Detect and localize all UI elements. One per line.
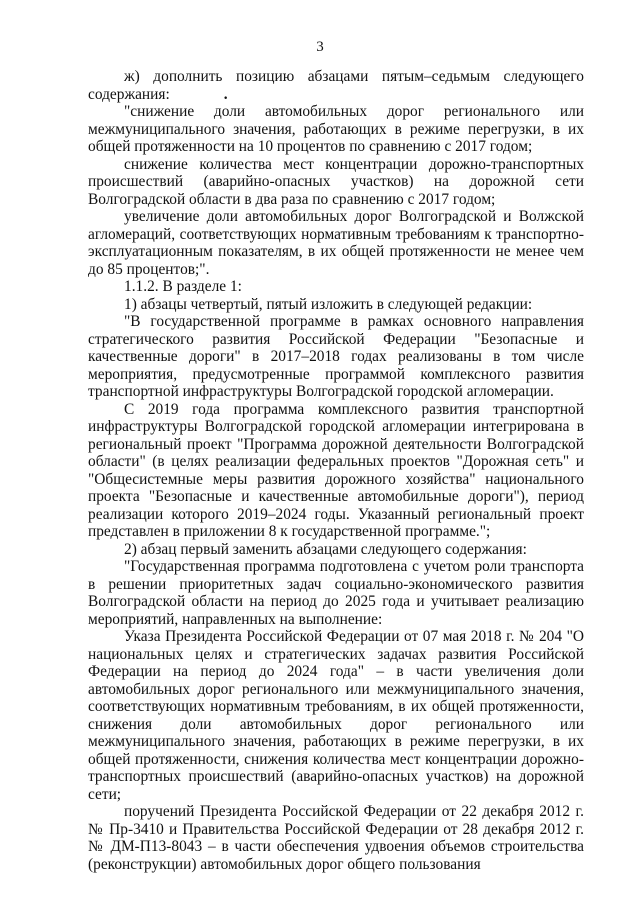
document-body — [88, 68, 584, 873]
paragraph: С 2019 года программа комплексного развития транспортной инфраструктуры Волгоградской городской агломерации интегрирована в региональный проект "Программа дорожной деятельности Волгоградской области" (в целях реализации федеральных проектов "Дорожная сеть" и "Общесистемные меры развития дорожного хозяйства" национального проекта "Безопасные и качественные автомобильные дороги"), период реализации которого 2019–2024 годы. Указанный региональный проект представлен в приложении 8 к государственной программе."; — [88, 400, 584, 540]
page-number: 3 — [316, 39, 324, 55]
paragraph-text: ж) дополнить позицию абзацами пятым–седьмым следующего содержания: — [88, 68, 584, 103]
paragraph: 1) абзацы четвертый, пятый изложить в следующей редакции: — [124, 295, 533, 313]
paragraph: поручений Президента Российской Федерации от 22 декабря 2012 г. № Пр-3410 и Правительства Российской Федерации от 28 декабря 2012 г. № ДМ-П13-8043 – в части обеспечения удвоения объемов строительства (реконструкции) автомобильных дорог общего пользования — [88, 803, 584, 873]
paragraph: увеличение доли автомобильных дорог Волгоградской и Волжской агломераций, соответствующих нормативным требованиям к транспортно-эксплуатационным показателям, в их общей протяженности не менее чем до 85 процентов;". — [88, 208, 584, 278]
paragraph: "снижение доли автомобильных дорог регионального или межмуниципального значения, работающих в режиме перегрузки, в их общей протяженности на 10 процентов по сравнению с 2017 годом; — [88, 103, 584, 155]
paragraph: 2) абзац первый заменить абзацами следующего содержания: — [124, 540, 527, 558]
section-heading: 1.1.2. В разделе 1: — [124, 278, 242, 295]
paragraph: "Государственная программа подготовлена с учетом роли транспорта в решении приоритетных задач социально-экономического развития Волгоградской области на период до 2025 года и учитывает реализацию мероприятий, направленных на выполнение: — [88, 558, 584, 628]
paragraph: "В государственной программе в рамках основного направления стратегического развития Российской Федерации "Безопасные и качественные дороги" в 2017–2018 годах реализованы в том числе мероприятия, предусмотренные программой комплексного развития транспортной инфраструктуры Волгоградской городской агломерации. — [88, 313, 584, 400]
paragraph: Указа Президента Российской Федерации от 07 мая 2018 г. № 204 "О национальных целях и стратегических задачах развития Российской Федерации на период до 2024 года" – в части увеличения доли автомобильных дорог регионального или межмуниципального значения, соответствующих нормативным требованиям, в их общей протяженности, снижения доли автомобильных дорог регионального или межмуниципального значения, работающих в режиме перегрузки, в их общей протяженности, снижения количества мест концентрации дорожно-транспортных происшествий (аварийно-опасных участков) на дорожной сети; — [88, 628, 584, 803]
paragraph-zh — [88, 68, 584, 103]
paragraph: снижение количества мест концентрации дорожно-транспортных происшествий (аварийно-опасных участков) на дорожной сети Волгоградской области в два раза по сравнению с 2017 годом; — [88, 155, 584, 208]
stray-dot-mark: . — [223, 85, 228, 103]
